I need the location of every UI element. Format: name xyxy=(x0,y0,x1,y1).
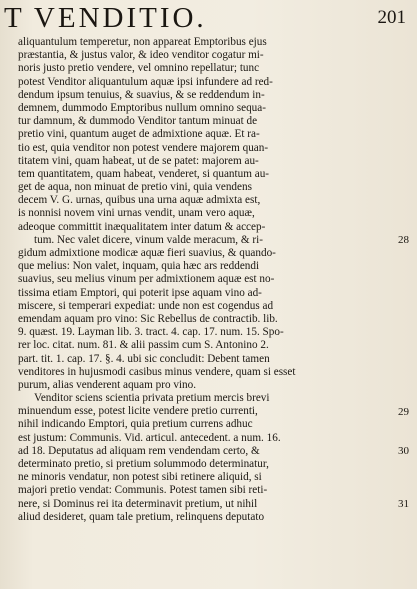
margin-number: 30 xyxy=(398,445,409,458)
text-line: præstantia, & justus valor, & ideo venditor cogatur mi- xyxy=(18,49,264,62)
margin-number: 29 xyxy=(398,405,409,418)
text-line: ne minoris vendatur, non potest sibi retinere aliquid, si xyxy=(18,471,262,484)
text-line: purum, alias venderent aquam pro vino. xyxy=(18,378,197,391)
text-line: tio est, quia venditor non potest vendere majorem quan- xyxy=(18,141,269,154)
text-line: venditores in hujusmodi casibus minus vendere, quam si esset xyxy=(18,365,296,378)
text-line: ad 18. Deputatus ad aliquam rem vendendam certo, & xyxy=(18,444,260,457)
text-line: get de aqua, non minuat de pretio vini, quia vendens xyxy=(18,181,252,194)
text-line: determinato pretio, si pretium solummodo determinatur, xyxy=(18,458,269,470)
text-line: Venditor sciens scientia privata pretium mercis brevi xyxy=(34,392,270,405)
text-line: aliud desideret, quam tale pretium, relinquens deputato xyxy=(18,510,265,523)
running-head: T VENDITIO. xyxy=(4,2,207,34)
text-line: pretio vini, quantum auget de admixtione aquæ. Et ra- xyxy=(18,128,260,141)
text-line: gidum admixtione modicæ aquæ fieri suavius, & quando- xyxy=(18,247,276,259)
margin-number: 28 xyxy=(398,234,409,246)
text-line: potest Venditor aliquantulum aquæ ipsi infundere ad red- xyxy=(18,75,273,88)
text-line: est justum: Communis. Vid. articul. antecedent. a num. 16. xyxy=(18,431,281,444)
text-line: 9. quæst. 19. Layman lib. 3. tract. 4. cap. 17. num. 15. Spo- xyxy=(18,326,284,339)
text-line: nihil indicando Emptori, quia pretium currens adhuc xyxy=(18,418,253,431)
text-line: nere, si Dominus rei ita determinavit pretium, ut nihil xyxy=(18,497,258,510)
text-line: aliquantulum temperetur, non appareat Emptoribus ejus xyxy=(18,36,267,48)
body-text xyxy=(18,36,398,524)
text-line: is nonnisi novem vini urnas vendit, unam vero aquæ, xyxy=(18,207,255,220)
text-line: rer loc. citat. num. 81. & alii passim cum S. Antonino 2. xyxy=(18,339,269,352)
text-line: demnem, dummodo Emptoribus nullum omnino sequa- xyxy=(18,101,266,114)
text-line: dendum ipsum tenuius, & suavius, & se reddendum in- xyxy=(18,88,265,101)
text-line: tur damnum, & dummodo Venditor tantum minuat de xyxy=(18,115,258,128)
text-line: tem quantitatem, quam habeat, venderet, si quantum au- xyxy=(18,167,270,180)
text-line: noris justo pretio vendere, vel omnino repellatur; tunc xyxy=(18,62,260,75)
text-line: tissima etiam Emptori, qui poterit ipse aquam vino ad- xyxy=(18,286,262,299)
page-number: 201 xyxy=(377,7,406,28)
text-line: decem V. G. urnas, quibus una urna aquæ admixta est, xyxy=(18,194,261,207)
text-line: miscere, si temperari expediat: unde non est cogendus ad xyxy=(18,299,274,312)
text-line: suavius, seu melius vinum per admixtionem aquæ est no- xyxy=(18,273,275,286)
margin-number: 31 xyxy=(398,498,409,510)
text-line: minuendum esse, potest licite vendere pretio currenti, xyxy=(18,405,258,418)
text-line: tum. Nec valet dicere, vinum valde meracum, & ri- xyxy=(34,233,263,246)
text-line: part. tit. 1. cap. 17. §. 4. ubi sic concludit: Debent tamen xyxy=(18,352,270,365)
page-header xyxy=(4,2,410,34)
text-line: emendam aquam pro vino: Sic Rebellus de contractib. lib. xyxy=(18,312,278,325)
text-line: adeoque committit inæqualitatem inter datum & accep- xyxy=(18,220,266,233)
text-line: que melius: Non valet, inquam, quia hæc ars reddendi xyxy=(18,260,260,273)
text-line: titatem vini, quam habeat, ut de se patet: majorem au- xyxy=(18,154,259,167)
text-line: majori pretio vendat: Communis. Potest tamen sibi reti- xyxy=(18,484,268,497)
